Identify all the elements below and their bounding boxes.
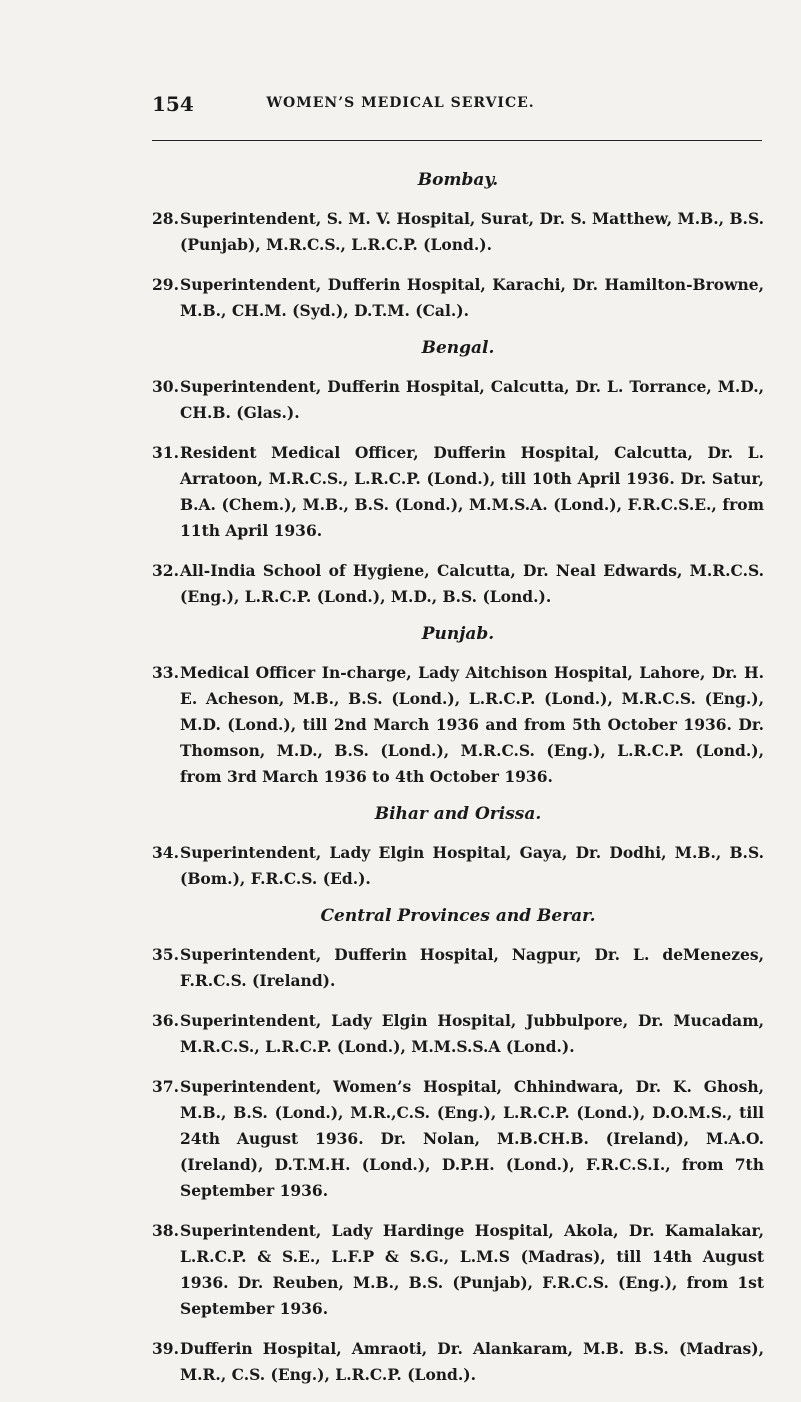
entry-text: All-India School of Hygiene, Calcutta, Dr. Neal Edwards, M.R.C.S. (Eng.), L.R.C.P. (Lond.), M.D., B.S. (Lond.). (180, 561, 764, 606)
entry-number: 37. (152, 1077, 179, 1096)
list-item (152, 440, 764, 544)
entry-text: Resident Medical Officer, Dufferin Hospital, Calcutta, Dr. L. Arratoon, M.R.C.S., L.R.C.P. (Lond.), till 10th April 1936. Dr. Satur, B.A. (Chem.), M.B., B.S. (Lond.), M.M.S.A. (Lond.), F.R.C.S.E., from 11th April 1936. (180, 443, 764, 540)
entry-text: Superintendent, Lady Elgin Hospital, Gaya, Dr. Dodhi, M.B., B.S. (Bom.), F.R.C.S. (Ed.). (180, 843, 764, 888)
section-heading: Central Provinces and Berar. (320, 906, 596, 926)
list-item (152, 942, 764, 994)
entry-number: 36. (152, 1011, 179, 1030)
entry-text: Superintendent, Dufferin Hospital, Karachi, Dr. Hamilton-Browne, M.B., CH.M. (Syd.), D.T.M. (Cal.). (180, 275, 764, 320)
entry-number: 38. (152, 1221, 179, 1240)
page-body (152, 160, 764, 1402)
entry-number: 34. (152, 843, 179, 862)
entry-text: Superintendent, S. M. V. Hospital, Surat, Dr. S. Matthew, M.B., B.S. (Punjab), M.R.C.S., L.R.C.P. (Lond.). (180, 209, 764, 254)
entry-text: Superintendent, Lady Elgin Hospital, Jubbulpore, Dr. Mucadam, M.R.C.S., L.R.C.P. (Lond.), M.M.S.S.A (Lond.). (180, 1011, 764, 1056)
list-item (152, 272, 764, 324)
section-punjab (152, 624, 764, 790)
entry-number: 30. (152, 377, 179, 396)
section-bihar-and-orissa (152, 804, 764, 892)
entry-number: 29. (152, 275, 179, 294)
list-item (152, 1074, 764, 1204)
entry-text: Superintendent, Lady Hardinge Hospital, Akola, Dr. Kamalakar, L.R.C.P. & S.E., L.F.P & S.G., L.M.S (Madras), till 14th August 1936. Dr. Reuben, M.B., B.S. (Punjab), F.R.C.S. (Eng.), from 1st September 1936. (180, 1221, 764, 1318)
entry-number: 33. (152, 663, 179, 682)
section-central-provinces-and-berar (152, 906, 764, 1388)
list-item (152, 1008, 764, 1060)
entry-number: 32. (152, 561, 179, 580)
entry-text: Medical Officer In-charge, Lady Aitchison Hospital, Lahore, Dr. H. E. Acheson, M.B., B.S. (Lond.), L.R.C.P. (Lond.), M.R.C.S. (Eng.), M.D. (Lond.), till 2nd March 1936 and from 5th October 1936. Dr. Thomson, M.D., B.S. (Lond.), M.R.C.S. (Eng.), L.R.C.P. (Lond.), from 3rd March 1936 to 4th October 1936. (180, 663, 764, 786)
list-item (152, 558, 764, 610)
running-head: WOMEN’S MEDICAL SERVICE. (266, 95, 535, 111)
list-item (152, 374, 764, 426)
entry-text: Superintendent, Dufferin Hospital, Nagpur, Dr. L. deMenezes, F.R.C.S. (Ireland). (180, 945, 764, 990)
section-bombay (152, 170, 764, 324)
list-item (152, 1218, 764, 1322)
section-heading: Punjab. (421, 624, 495, 644)
entry-text: Superintendent, Women’s Hospital, Chhindwara, Dr. K. Ghosh, M.B., B.S. (Lond.), M.R.,C.S. (Eng.), L.R.C.P. (Lond.), D.O.M.S., till 24th August 1936. Dr. Nolan, M.B.CH.B. (Ireland), M.A.O. (Ireland), D.T.M.H. (Lond.), D.P.H. (Lond.), F.R.C.S.I., from 7th September 1936. (180, 1077, 764, 1200)
entry-number: 28. (152, 209, 179, 228)
header-rule (152, 140, 762, 141)
section-bengal (152, 338, 764, 610)
entry-text: Superintendent, Dufferin Hospital, Calcutta, Dr. L. Torrance, M.D., CH.B. (Glas.). (180, 377, 764, 422)
section-heading: Bihar and Orissa. (374, 804, 542, 824)
section-heading: Bengal. (421, 338, 495, 358)
entry-number: 39. (152, 1339, 179, 1358)
list-item (152, 1336, 764, 1388)
list-item (152, 660, 764, 790)
entry-number: 35. (152, 945, 179, 964)
list-item (152, 840, 764, 892)
list-item (152, 206, 764, 258)
page-number: 154 (152, 92, 194, 116)
entry-number: 31. (152, 443, 179, 462)
entry-text: Dufferin Hospital, Amraoti, Dr. Alankaram, M.B. B.S. (Madras), M.R., C.S. (Eng.), L.R.C.P. (Lond.). (180, 1339, 764, 1384)
section-heading: Bombay. (417, 170, 499, 190)
